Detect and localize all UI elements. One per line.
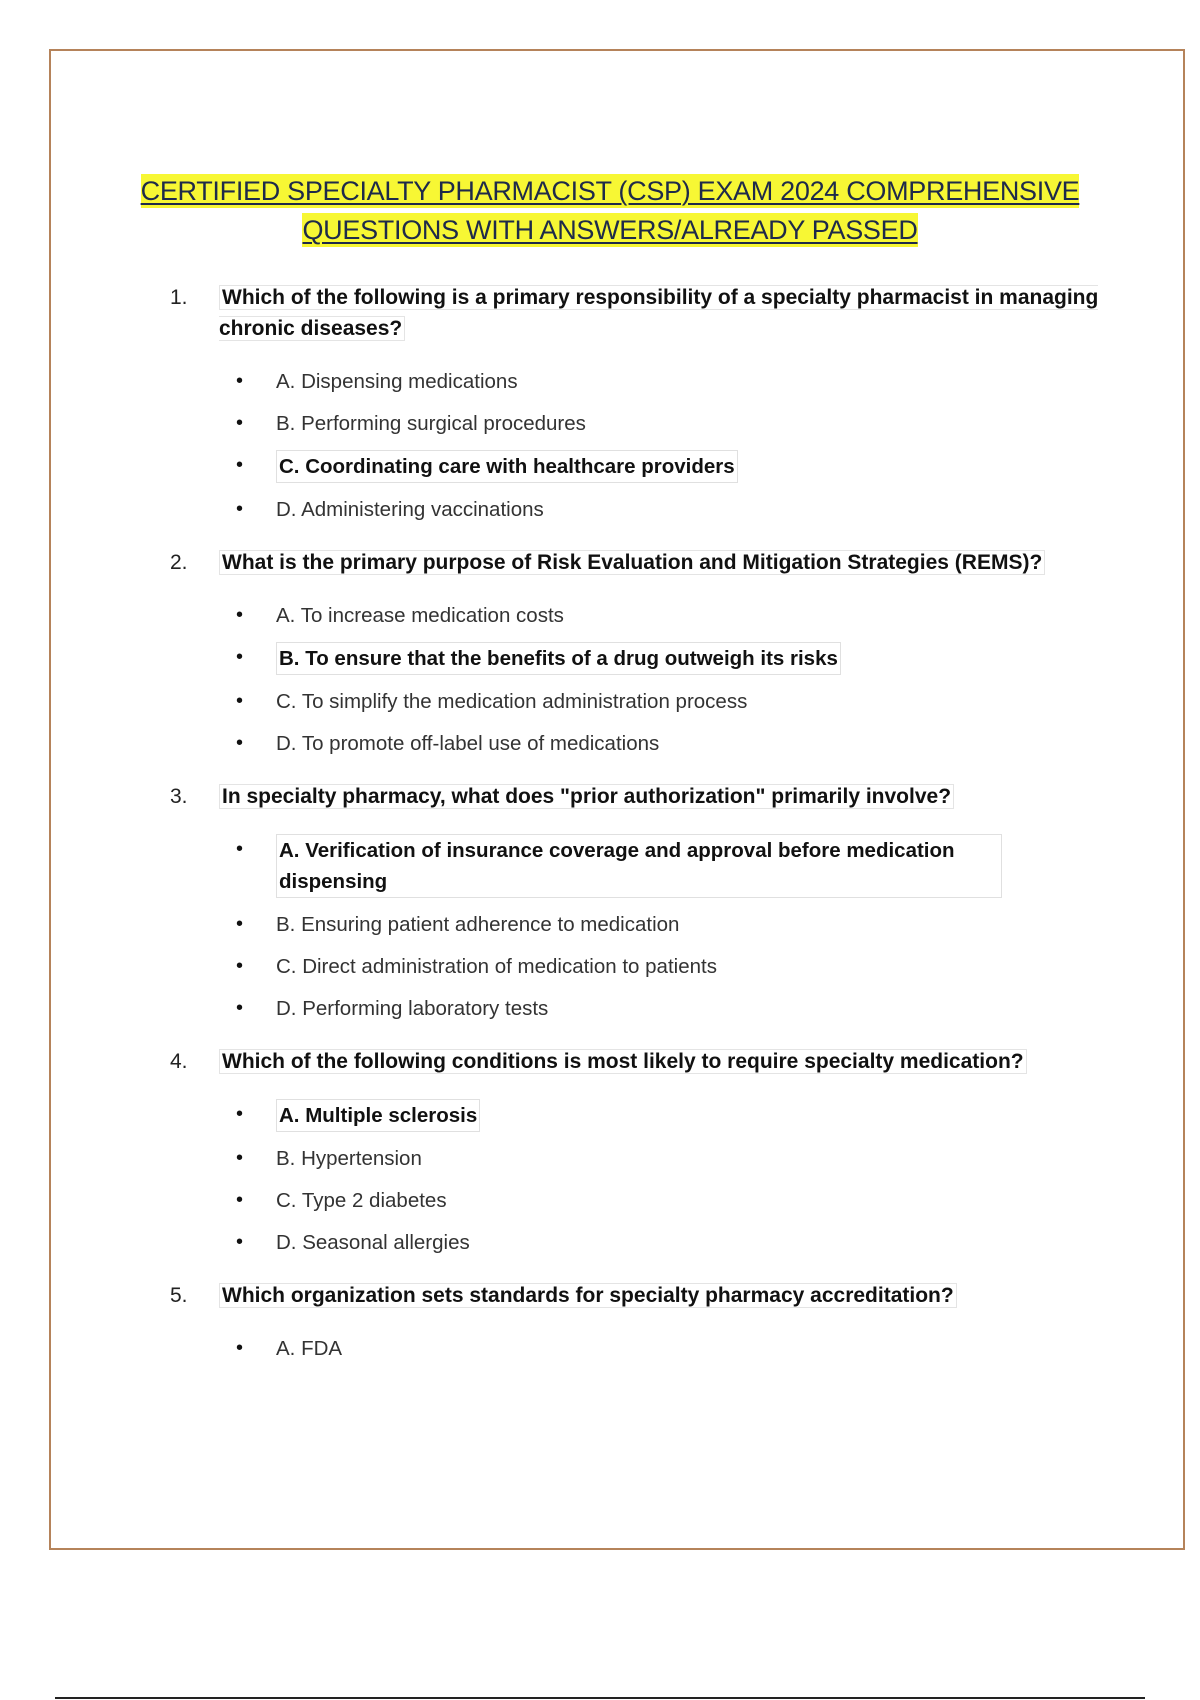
bullet-icon: •	[236, 913, 244, 935]
question-text: Which of the following is a primary responsibility of a specialty pharmacist in managing chronic diseases?	[219, 286, 1099, 340]
option-item: • A. To increase medication costs	[234, 600, 1100, 631]
option-item: • C. Type 2 diabetes	[234, 1185, 1100, 1216]
question-number: 2.	[170, 551, 188, 574]
option-list	[170, 834, 1100, 1024]
option-item: • D. Performing laboratory tests	[234, 993, 1100, 1024]
bullet-icon: •	[236, 604, 244, 626]
option-item: • C. To simplify the medication administration process	[234, 686, 1100, 717]
bullet-icon: •	[236, 838, 244, 860]
bullet-icon: •	[236, 1337, 244, 1359]
option-item: • B. Ensuring patient adherence to medication	[234, 909, 1100, 940]
option-item-correct: • B. To ensure that the benefits of a drug outweigh its risks	[234, 642, 1100, 675]
option-item: • D. Administering vaccinations	[234, 494, 1100, 525]
bullet-icon: •	[236, 1189, 244, 1211]
question-text: Which organization sets standards for specialty pharmacy accreditation?	[219, 1280, 957, 1311]
question-number: 4.	[170, 1050, 188, 1073]
option-item: • D. Seasonal allergies	[234, 1227, 1100, 1258]
option-item-correct: • A. Multiple sclerosis	[234, 1099, 1100, 1132]
question-number: 5.	[170, 1284, 188, 1307]
question-text: Which of the following conditions is most likely to require specialty medication?	[219, 1046, 1027, 1077]
bullet-icon: •	[236, 454, 244, 476]
bullet-icon: •	[236, 412, 244, 434]
question-5	[170, 1280, 1100, 1364]
bottom-rule	[55, 1697, 1145, 1699]
option-list	[170, 366, 1100, 525]
bullet-icon: •	[236, 1103, 244, 1125]
question-2	[170, 547, 1100, 759]
option-item-correct: • A. Verification of insurance coverage and approval before medication dispensing	[234, 834, 1100, 898]
bullet-icon: •	[236, 370, 244, 392]
option-item: • B. Hypertension	[234, 1143, 1100, 1174]
option-item: • B. Performing surgical procedures	[234, 408, 1100, 439]
option-item-correct: • C. Coordinating care with healthcare providers	[234, 450, 1100, 483]
bullet-icon: •	[236, 1147, 244, 1169]
bullet-icon: •	[236, 732, 244, 754]
question-number: 3.	[170, 785, 188, 808]
question-list	[170, 282, 1100, 1386]
title-line-2: QUESTIONS WITH ANSWERS/ALREADY PASSED	[302, 215, 918, 245]
bullet-icon: •	[236, 646, 244, 668]
question-number: 1.	[170, 286, 188, 309]
question-1	[170, 282, 1100, 525]
option-item: • A. Dispensing medications	[234, 366, 1100, 397]
question-3	[170, 781, 1100, 1024]
bullet-icon: •	[236, 690, 244, 712]
option-list	[170, 600, 1100, 759]
option-item: • A. FDA	[234, 1333, 1100, 1364]
question-text: In specialty pharmacy, what does "prior authorization" primarily involve?	[219, 781, 954, 812]
bullet-icon: •	[236, 955, 244, 977]
option-item: • C. Direct administration of medication to patients	[234, 951, 1100, 982]
option-list	[170, 1099, 1100, 1258]
bullet-icon: •	[236, 498, 244, 520]
bullet-icon: •	[236, 1231, 244, 1253]
option-item: • D. To promote off-label use of medications	[234, 728, 1100, 759]
document-title	[140, 172, 1080, 250]
title-line-1: CERTIFIED SPECIALTY PHARMACIST (CSP) EXAM 2024 COMPREHENSIVE	[140, 176, 1080, 206]
question-4	[170, 1046, 1100, 1258]
option-list	[170, 1333, 1100, 1364]
question-text: What is the primary purpose of Risk Evaluation and Mitigation Strategies (REMS)?	[219, 547, 1045, 578]
bullet-icon: •	[236, 997, 244, 1019]
